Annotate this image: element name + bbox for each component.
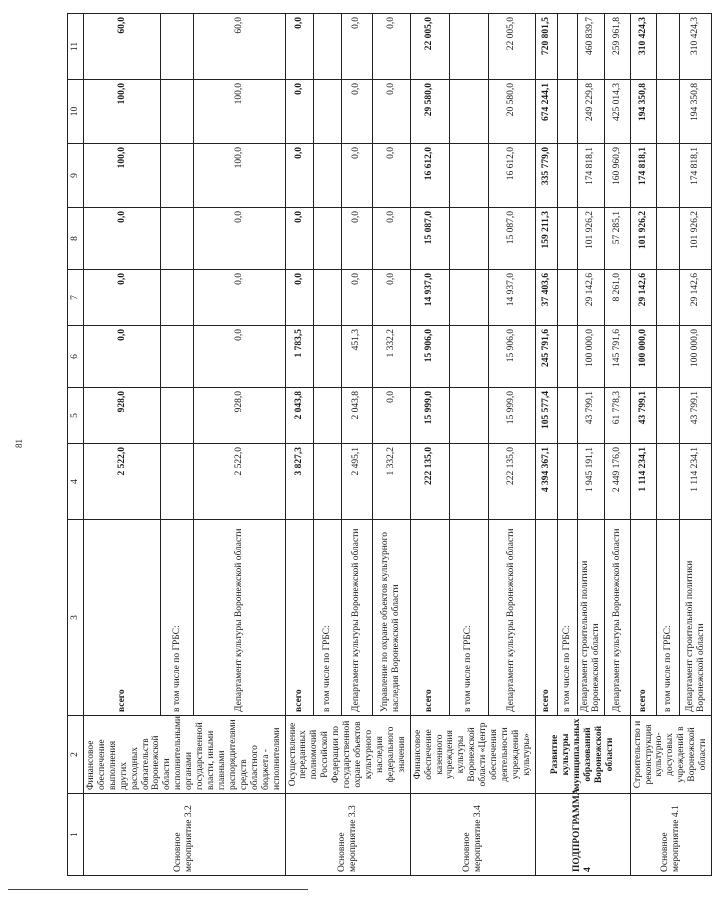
value-cell: 160 960,9: [604, 144, 630, 208]
value-cell: 15 906,0: [410, 326, 449, 388]
value-cell: 451,3: [341, 326, 372, 388]
value-cell: 0,0: [194, 326, 285, 388]
value-cell: 15 087,0: [488, 208, 535, 270]
table-row: [83, 14, 160, 876]
value-cell: 3 827,3: [285, 444, 313, 520]
value-cell: 720 801,5: [535, 14, 557, 80]
header-cell: 8: [68, 208, 84, 270]
value-cell: 335 779,0: [535, 144, 557, 208]
value-cell: 15 087,0: [410, 208, 449, 270]
value-cell: 222 135,0: [410, 444, 449, 520]
header-cell: 7: [68, 270, 84, 326]
subprogram-code: ПОДПРОГРАММА 4: [535, 794, 630, 876]
header-cell: 1: [68, 794, 84, 876]
value-cell: 1 114 234,1: [630, 444, 656, 520]
value-cell: 0,0: [285, 80, 313, 144]
value-cell: 100 000,0: [680, 326, 712, 388]
value-cell: 0,0: [341, 270, 372, 326]
header-cell: 4: [68, 444, 84, 520]
table-row: [285, 14, 313, 876]
value-cell: 43 799,1: [680, 388, 712, 444]
value-cell: 174 818,1: [630, 144, 656, 208]
event-title: Финансовое обеспечение выполнения других расходных обязательств Воронежской области исполнительными органами государственной власти, иными главными распорядителями средств областного бюджета - исполнителями: [83, 716, 285, 794]
value-cell: 37 403,6: [535, 270, 557, 326]
event-code: Основное мероприятие 4.1: [630, 794, 711, 876]
value-cell: 0,0: [285, 270, 313, 326]
value-cell: 0,0: [194, 270, 285, 326]
subprogram-title: Развитие культуры муниципальных образований Воронежской области: [535, 716, 630, 794]
value-cell: 2 449 176,0: [604, 444, 630, 520]
event-title: Финансовое обеспечение казенного учреждения культуры Воронежской области «Центр обеспечения деятельности учреждений культуры»: [410, 716, 535, 794]
value-cell: 101 926,2: [577, 208, 604, 270]
value-cell: 61 778,3: [604, 388, 630, 444]
budget-table: [67, 13, 712, 876]
value-cell: 1 114 234,1: [680, 444, 712, 520]
value-cell: 20 580,0: [488, 80, 535, 144]
value-cell: 100 000,0: [630, 326, 656, 388]
source-cell: Департамент культуры Воронежской области: [341, 520, 372, 716]
value-cell: 2 043,8: [285, 388, 313, 444]
value-cell: 15 906,0: [488, 326, 535, 388]
value-cell: 2 522,0: [83, 444, 160, 520]
value-cell: 29 142,6: [680, 270, 712, 326]
value-cell: 4 394 367,1: [535, 444, 557, 520]
value-cell: 174 818,1: [680, 144, 712, 208]
value-cell: 194 350,8: [630, 80, 656, 144]
value-cell: 14 937,0: [410, 270, 449, 326]
source-cell: Департамент культуры Воронежской области: [194, 520, 285, 716]
source-cell: всего: [410, 520, 449, 716]
table-row: [410, 14, 449, 876]
value-cell: 2 043,8: [341, 388, 372, 444]
value-cell: 0,0: [83, 270, 160, 326]
value-cell: 15 999,0: [410, 388, 449, 444]
value-cell: 0,0: [372, 144, 410, 208]
table-row: [630, 14, 656, 876]
value-cell: 310 424,3: [680, 14, 712, 80]
value-cell: 1 332,2: [372, 444, 410, 520]
value-cell: 159 211,3: [535, 208, 557, 270]
source-cell: Департамент культуры Воронежской области: [488, 520, 535, 716]
source-cell: всего: [285, 520, 313, 716]
value-cell: 0,0: [372, 208, 410, 270]
value-cell: 0,0: [341, 80, 372, 144]
value-cell: 43 799,1: [630, 388, 656, 444]
value-cell: 101 926,2: [630, 208, 656, 270]
value-cell: 0,0: [83, 208, 160, 270]
value-cell: 194 350,8: [680, 80, 712, 144]
value-cell: 29 142,6: [577, 270, 604, 326]
value-cell: 100,0: [83, 144, 160, 208]
source-cell: всего: [535, 520, 557, 716]
rotated-table-page: [67, 14, 709, 876]
value-cell: 222 135,0: [488, 444, 535, 520]
value-cell: 0,0: [341, 208, 372, 270]
source-cell: в том числе по ГРБС:: [449, 520, 488, 716]
source-cell: всего: [630, 520, 656, 716]
value-cell: 0,0: [341, 144, 372, 208]
value-cell: 0,0: [285, 144, 313, 208]
header-cell: 5: [68, 388, 84, 444]
source-cell: в том числе по ГРБС:: [161, 520, 194, 716]
value-cell: 928,0: [83, 388, 160, 444]
value-cell: 1 783,5: [285, 326, 313, 388]
header-cell: 3: [68, 520, 84, 716]
value-cell: 29 142,6: [630, 270, 656, 326]
event-code: Основное мероприятие 3.2: [83, 794, 285, 876]
value-cell: 145 791,6: [604, 326, 630, 388]
event-title: Строительство и реконструкция культурно-досуговых учреждений в Воронежской области: [630, 716, 711, 794]
value-cell: 100,0: [194, 144, 285, 208]
value-cell: 101 926,2: [680, 208, 712, 270]
value-cell: 310 424,3: [630, 14, 656, 80]
header-cell: 9: [68, 144, 84, 208]
event-code: Основное мероприятие 3.4: [410, 794, 535, 876]
value-cell: 8 261,0: [604, 270, 630, 326]
source-cell: в том числе по ГРБС:: [313, 520, 341, 716]
value-cell: 174 818,1: [577, 144, 604, 208]
value-cell: 29 580,0: [410, 80, 449, 144]
value-cell: 0,0: [285, 208, 313, 270]
value-cell: 0,0: [372, 80, 410, 144]
value-cell: 60,0: [194, 14, 285, 80]
value-cell: 16 612,0: [410, 144, 449, 208]
value-cell: 2 495,1: [341, 444, 372, 520]
value-cell: 16 612,0: [488, 144, 535, 208]
value-cell: 0,0: [83, 326, 160, 388]
value-cell: 259 961,8: [604, 14, 630, 80]
value-cell: 2 522,0: [194, 444, 285, 520]
value-cell: 0,0: [372, 388, 410, 444]
footer-rule: [8, 889, 308, 890]
value-cell: 14 937,0: [488, 270, 535, 326]
source-cell: Управление по охране объектов культурного наследия Воронежской области: [372, 520, 410, 716]
source-cell: в том числе по ГРБС:: [656, 520, 680, 716]
value-cell: 674 244,1: [535, 80, 557, 144]
value-cell: 15 999,0: [488, 388, 535, 444]
source-cell: Департамент строительной политики Воронежской области: [577, 520, 604, 716]
value-cell: 60,0: [83, 14, 160, 80]
value-cell: 0,0: [194, 208, 285, 270]
event-code: Основное мероприятие 3.3: [285, 794, 410, 876]
value-cell: 100,0: [194, 80, 285, 144]
header-cell: 11: [68, 14, 84, 80]
value-cell: 100,0: [83, 80, 160, 144]
page-number: 81: [14, 439, 24, 448]
value-cell: 1 332,2: [372, 326, 410, 388]
value-cell: 57 285,1: [604, 208, 630, 270]
header-cell: 10: [68, 80, 84, 144]
value-cell: 425 014,3: [604, 80, 630, 144]
value-cell: 0,0: [341, 14, 372, 80]
source-cell: в том числе по ГРБС:: [557, 520, 577, 716]
table-row: [535, 14, 557, 876]
header-cell: 2: [68, 716, 84, 794]
value-cell: 0,0: [372, 270, 410, 326]
source-cell: Департамент культуры Воронежской области: [604, 520, 630, 716]
value-cell: 100 000,0: [577, 326, 604, 388]
value-cell: 0,0: [285, 14, 313, 80]
value-cell: 22 005,0: [488, 14, 535, 80]
source-cell: Департамент строительной политики Воронежской области: [680, 520, 712, 716]
value-cell: 43 799,1: [577, 388, 604, 444]
value-cell: 245 791,6: [535, 326, 557, 388]
value-cell: 928,0: [194, 388, 285, 444]
value-cell: 105 577,4: [535, 388, 557, 444]
value-cell: 460 839,7: [577, 14, 604, 80]
event-title: Осуществление переданных полномочий Российской Федерации по государственной охране объектов культурного наследия федерального значения: [285, 716, 410, 794]
value-cell: 249 229,8: [577, 80, 604, 144]
value-cell: 1 945 191,1: [577, 444, 604, 520]
value-cell: 22 005,0: [410, 14, 449, 80]
value-cell: 0,0: [372, 14, 410, 80]
source-cell: всего: [83, 520, 160, 716]
header-cell: 6: [68, 326, 84, 388]
header-row: [68, 14, 84, 876]
